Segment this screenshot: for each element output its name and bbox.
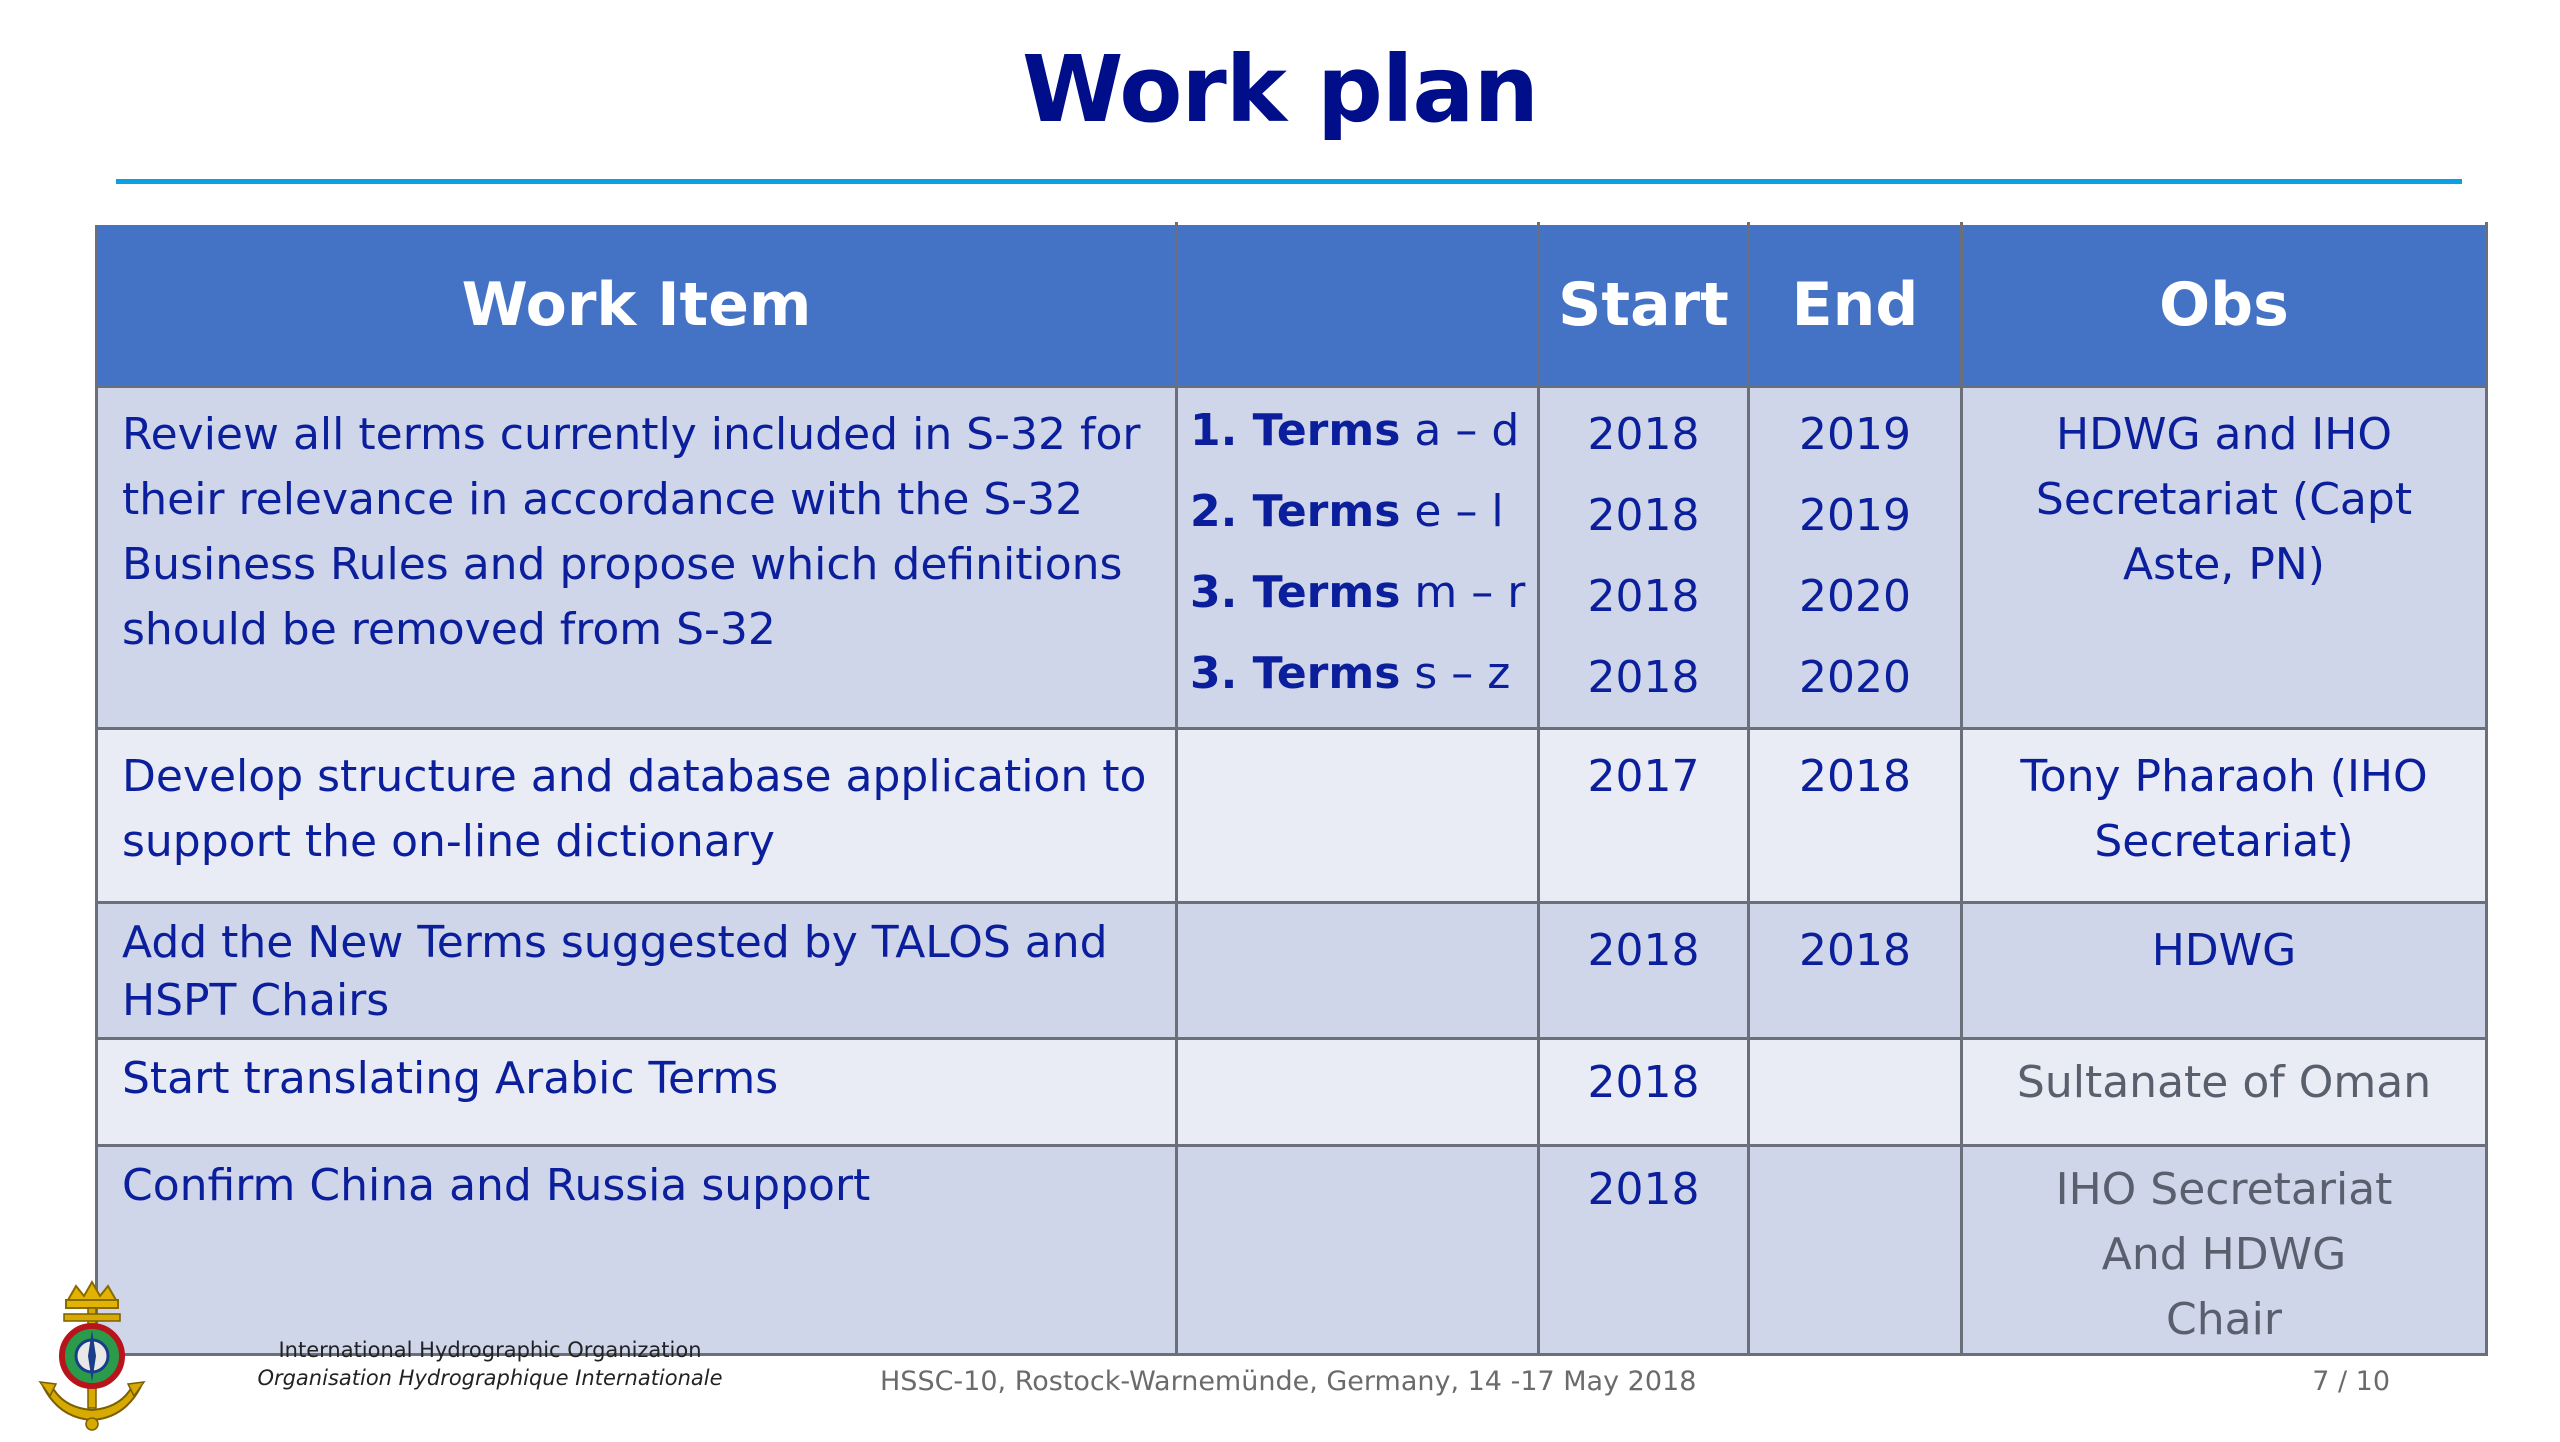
row-4-end (1749, 1039, 1962, 1146)
term-range: 3. Terms s – z (1190, 648, 1511, 699)
title-underline (116, 179, 2462, 184)
table-row (97, 1039, 2487, 1146)
row-4-work-item: Start translating Arabic Terms (97, 1039, 1177, 1146)
page-number: 7 / 10 (2312, 1366, 2390, 1397)
row-5-start: 2018 (1539, 1146, 1749, 1355)
table-row (97, 387, 2487, 729)
row-1-terms (1177, 387, 1539, 729)
row-3-work-item: Add the New Terms suggested by TALOS and HSPT Chairs (97, 903, 1177, 1039)
row-3-start: 2018 (1539, 903, 1749, 1039)
slide-title: Work plan (1022, 36, 1538, 143)
term-range: 2. Terms e – l (1190, 486, 1504, 537)
row-1-obs: HDWG and IHO Secretariat (Capt Aste, PN) (1962, 387, 2487, 729)
header-obs: Obs (1962, 224, 2487, 387)
row-4-start: 2018 (1539, 1039, 1749, 1146)
row-2-end: 2018 (1749, 729, 1962, 903)
organization-name-fr: Organisation Hydrographique Internationale (257, 1366, 723, 1390)
table-row (97, 729, 2487, 903)
header-terms (1177, 224, 1539, 387)
row-2-obs: Tony Pharaoh (IHO Secretariat) (1962, 729, 2487, 903)
term-range: 3. Terms m – r (1190, 567, 1526, 618)
header-start: Start (1539, 224, 1749, 387)
row-4-terms (1177, 1039, 1539, 1146)
row-2-start: 2017 (1539, 729, 1749, 903)
row-5-work-item: Confirm China and Russia support (97, 1146, 1177, 1355)
table-row (97, 1146, 2487, 1355)
header-end: End (1749, 224, 1962, 387)
row-3-end: 2018 (1749, 903, 1962, 1039)
row-1-end: 2019 2019 2020 2020 (1749, 387, 1962, 729)
term-range: 1. Terms a – d (1190, 405, 1520, 456)
organization-name-en: International Hydrographic Organization (278, 1338, 702, 1362)
row-3-obs: HDWG (1962, 903, 2487, 1039)
row-3-terms (1177, 903, 1539, 1039)
row-5-end (1749, 1146, 1962, 1355)
footer-event: HSSC-10, Rostock-Warnemünde, Germany, 14 -17 May 2018 (880, 1366, 1697, 1397)
row-1-start: 2018 2018 2018 2018 (1539, 387, 1749, 729)
work-plan-table (95, 222, 2488, 1356)
row-2-terms (1177, 729, 1539, 903)
organization-name (250, 1336, 730, 1392)
row-1-work-item: Review all terms currently included in S-32 for their relevance in accordance with the S-32 Business Rules and propose which definitions should be removed from S-32 (97, 387, 1177, 729)
row-2-work-item: Develop structure and database application to support the on-line dictionary (97, 729, 1177, 903)
table-row (97, 903, 2487, 1039)
table-header-row (97, 224, 2487, 387)
row-5-obs: IHO Secretariat And HDWG Chair (1962, 1146, 2487, 1355)
iho-emblem-icon (30, 1278, 155, 1438)
row-4-obs: Sultanate of Oman (1962, 1039, 2487, 1146)
header-work-item: Work Item (97, 224, 1177, 387)
row-5-terms (1177, 1146, 1539, 1355)
